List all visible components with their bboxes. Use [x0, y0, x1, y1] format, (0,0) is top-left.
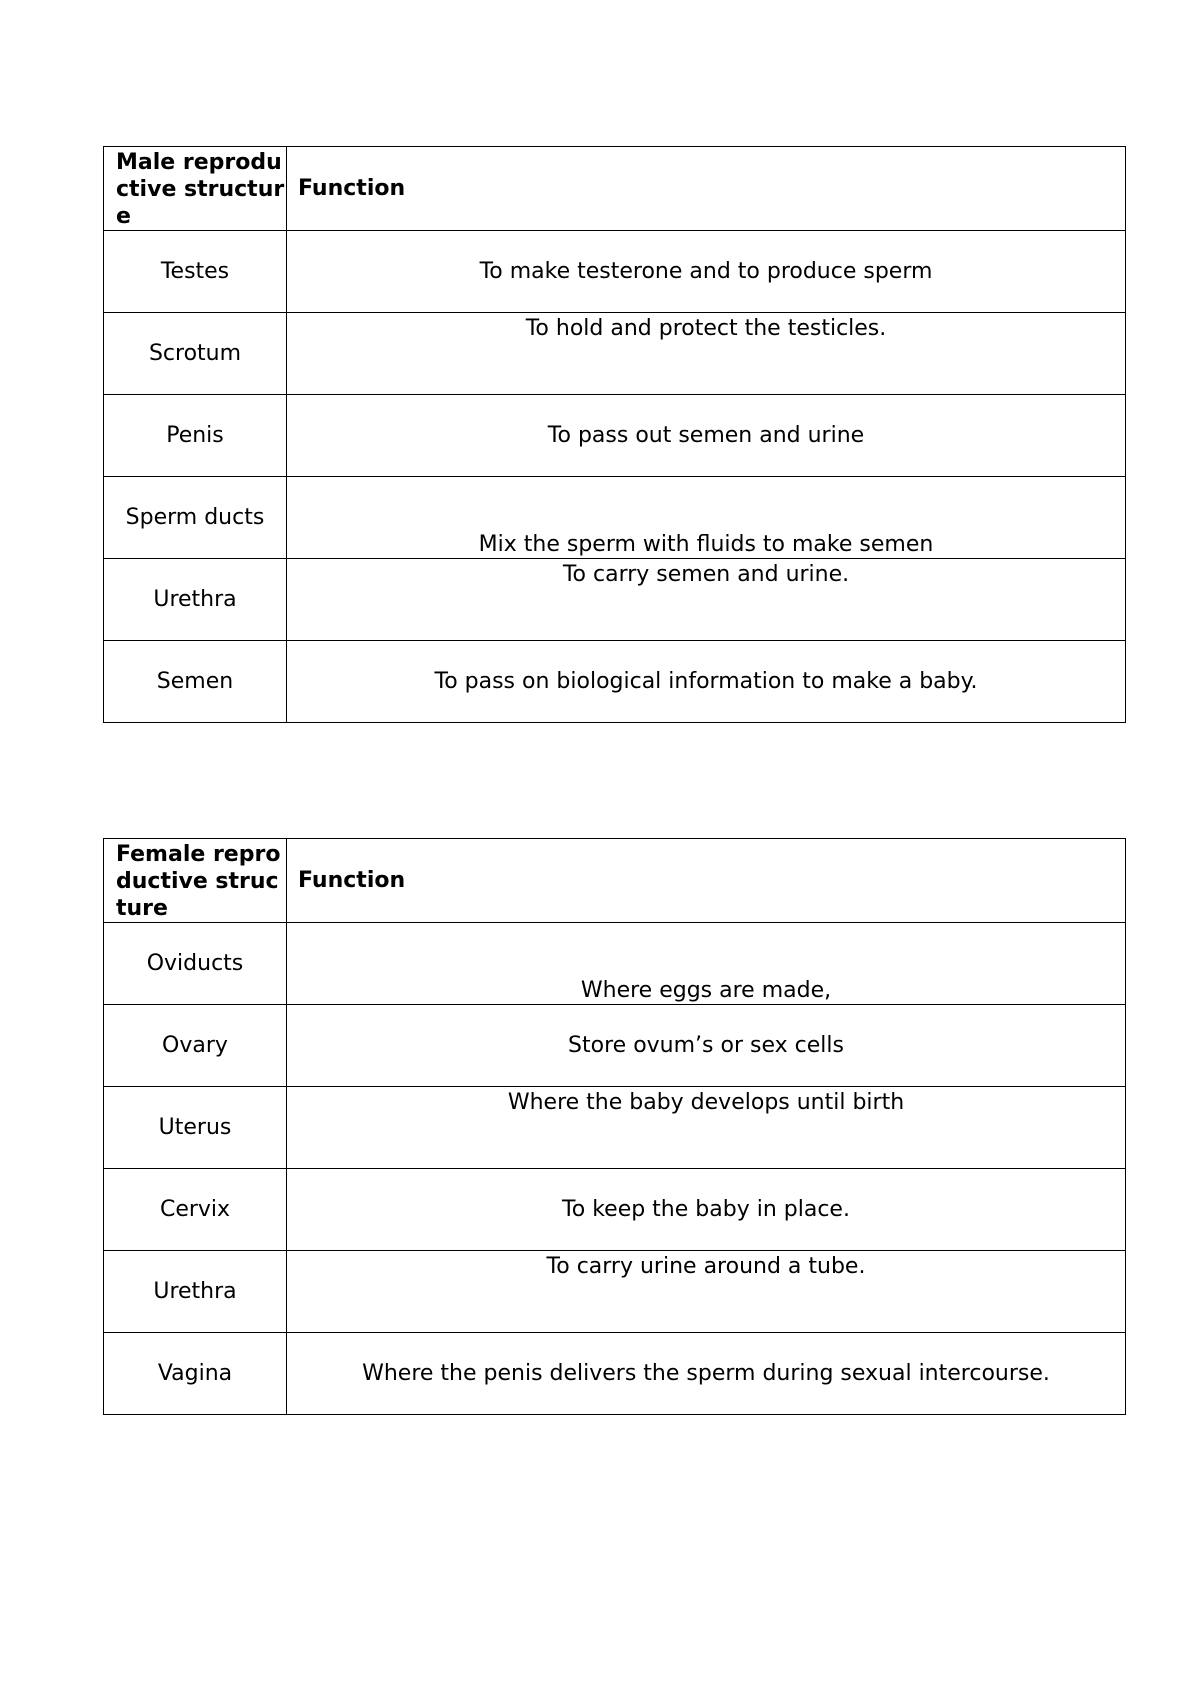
table-row	[104, 559, 1126, 641]
function-cell: To make testerone and to produce sperm	[287, 231, 1126, 313]
structure-cell: Oviducts	[104, 923, 287, 1005]
function-column-header: Function	[287, 839, 1126, 923]
male-reproductive-table	[103, 146, 1126, 723]
function-cell: Where eggs are made,	[287, 923, 1126, 1005]
structure-column-header: Female reproductive structure	[104, 839, 287, 923]
structure-column-header: Male reproductive structure	[104, 147, 287, 231]
structure-cell: Testes	[104, 231, 287, 313]
table-row	[104, 1169, 1126, 1251]
structure-cell: Scrotum	[104, 313, 287, 395]
table-row	[104, 923, 1126, 1005]
structure-cell: Penis	[104, 395, 287, 477]
function-cell: To keep the baby in place.	[287, 1169, 1126, 1251]
function-cell: To hold and protect the testicles.	[287, 313, 1126, 395]
function-cell: Mix the sperm with fluids to make semen	[287, 477, 1126, 559]
female-reproductive-table	[103, 838, 1126, 1415]
table-row	[104, 313, 1126, 395]
structure-cell: Uterus	[104, 1087, 287, 1169]
function-cell: Store ovum’s or sex cells	[287, 1005, 1126, 1087]
structure-cell: Semen	[104, 641, 287, 723]
table-row	[104, 1005, 1126, 1087]
table-row	[104, 395, 1126, 477]
function-cell: To carry semen and urine.	[287, 559, 1126, 641]
structure-cell: Urethra	[104, 1251, 287, 1333]
structure-cell: Sperm ducts	[104, 477, 287, 559]
function-cell: To pass on biological information to make a baby.	[287, 641, 1126, 723]
table-row	[104, 1087, 1126, 1169]
structure-cell: Ovary	[104, 1005, 287, 1087]
structure-cell: Vagina	[104, 1333, 287, 1415]
table-row	[104, 1333, 1126, 1415]
table-row	[104, 641, 1126, 723]
table-row	[104, 231, 1126, 313]
function-cell: To pass out semen and urine	[287, 395, 1126, 477]
table-header-row	[104, 147, 1126, 231]
function-cell: To carry urine around a tube.	[287, 1251, 1126, 1333]
function-column-header: Function	[287, 147, 1126, 231]
structure-cell: Urethra	[104, 559, 287, 641]
function-cell: Where the penis delivers the sperm during sexual intercourse.	[287, 1333, 1126, 1415]
table-row	[104, 477, 1126, 559]
function-cell: Where the baby develops until birth	[287, 1087, 1126, 1169]
structure-cell: Cervix	[104, 1169, 287, 1251]
table-header-row	[104, 839, 1126, 923]
table-row	[104, 1251, 1126, 1333]
